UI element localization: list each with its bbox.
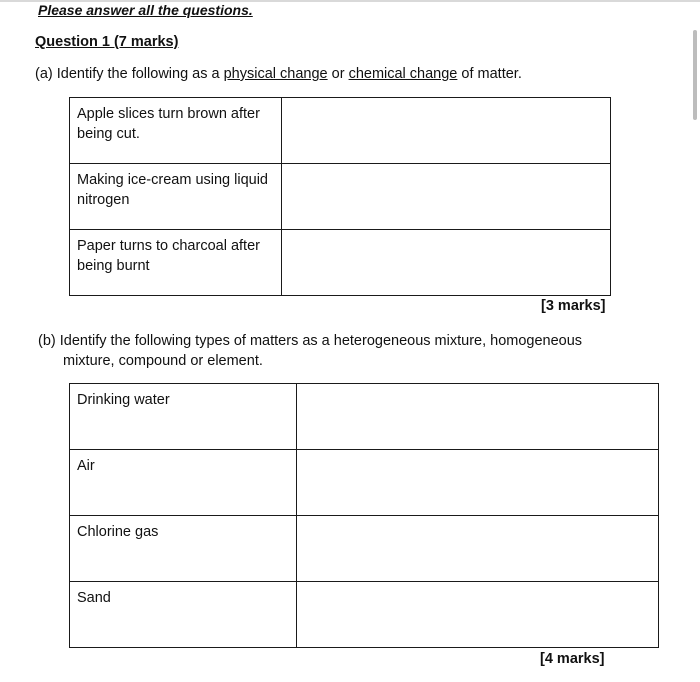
table-row: [70, 230, 611, 296]
item-label: Making ice-cream using liquid nitrogen: [70, 164, 282, 230]
answer-cell[interactable]: [282, 230, 611, 296]
item-label: Chlorine gas: [70, 516, 297, 582]
item-label: Air: [70, 450, 297, 516]
part-b-prompt: [38, 331, 638, 371]
answer-cell[interactable]: [297, 516, 659, 582]
part-a-prompt-or: or: [327, 66, 349, 82]
scrollbar-thumb[interactable]: [693, 30, 697, 120]
term-physical-change: physical change: [223, 66, 328, 82]
part-a-answer-table: [69, 97, 611, 296]
answer-cell[interactable]: [297, 582, 659, 648]
answer-cell[interactable]: [282, 98, 611, 164]
question-1-title: Question 1 (7 marks): [35, 34, 179, 50]
part-a-prompt-end: of matter.: [457, 66, 522, 82]
table-row: [70, 164, 611, 230]
table-row: [70, 384, 659, 450]
table-row: [70, 98, 611, 164]
part-a-prompt: [35, 66, 522, 82]
part-b-marks: [4 marks]: [540, 651, 605, 667]
item-label: Sand: [70, 582, 297, 648]
answer-cell[interactable]: [297, 450, 659, 516]
part-b-prompt-line-1: (b) Identify the following types of matters as a heterogeneous mixture, homogeneous: [38, 333, 583, 349]
instructions-heading: Please answer all the questions.: [38, 2, 253, 18]
part-a-prompt-start: (a) Identify the following as a: [35, 66, 224, 82]
item-label: Drinking water: [70, 384, 297, 450]
table-row: [70, 450, 659, 516]
table-row: [70, 582, 659, 648]
part-b-prompt-line-2: mixture, compound or element.: [63, 353, 263, 369]
item-label: Paper turns to charcoal after being burnt: [70, 230, 282, 296]
table-row: [70, 516, 659, 582]
answer-cell[interactable]: [297, 384, 659, 450]
part-a-marks: [3 marks]: [541, 298, 606, 314]
item-label: Apple slices turn brown after being cut.: [70, 98, 282, 164]
answer-cell[interactable]: [282, 164, 611, 230]
term-chemical-change: chemical change: [348, 66, 458, 82]
part-b-answer-table: [69, 383, 659, 648]
